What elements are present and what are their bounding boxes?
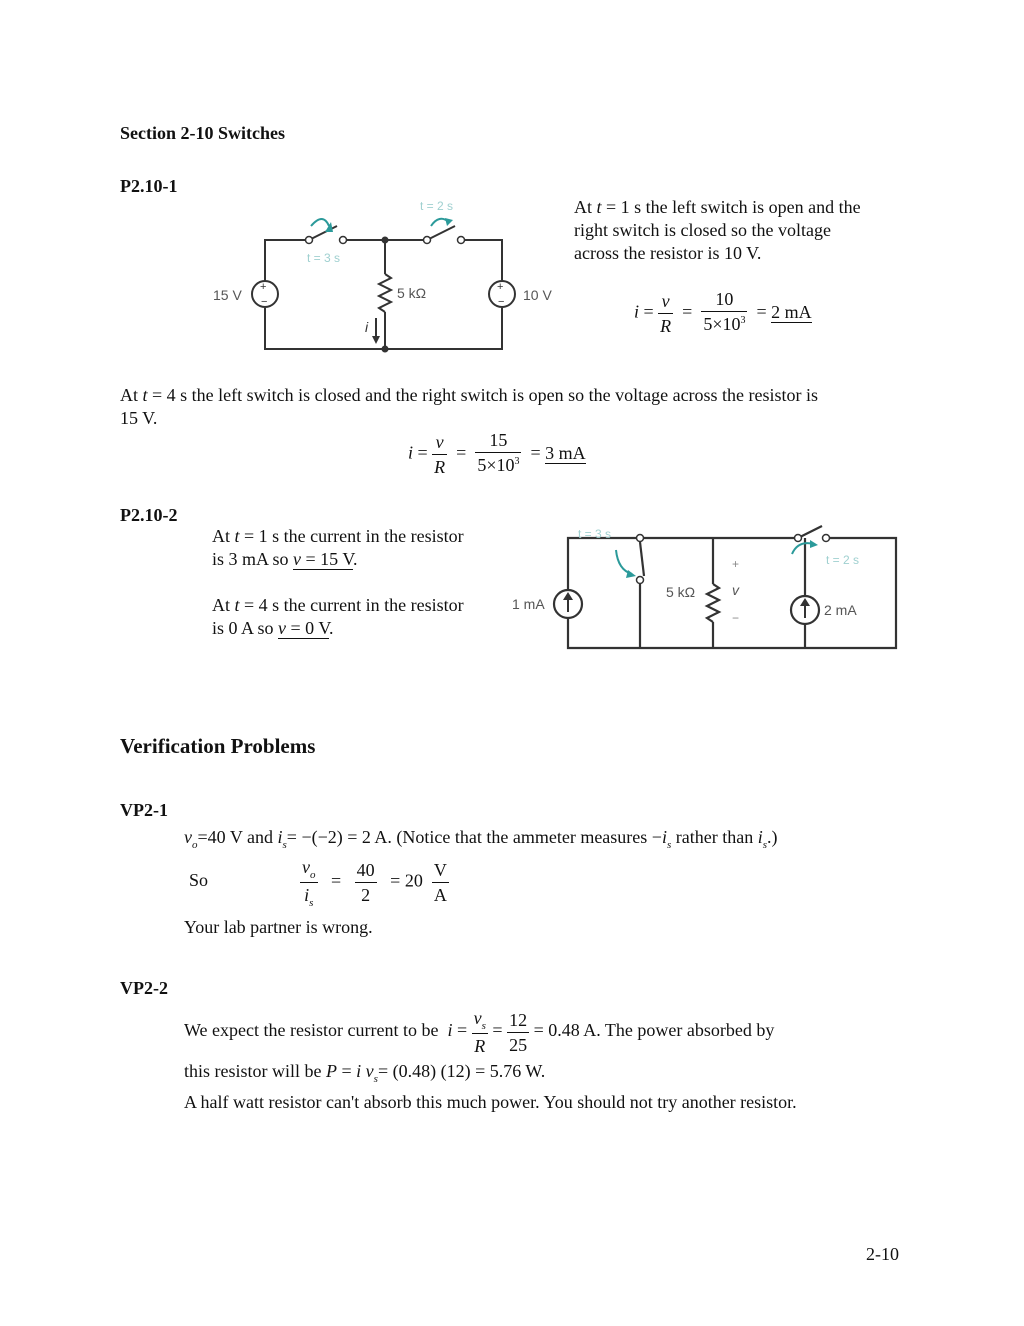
- source-right-plus: +: [497, 281, 504, 293]
- vp1-line1: $v_o=40$ V and $i_s= -(-2) = 2$ A. (Notice that the ammeter measures $-i_s$ rather than $i_s$.): [184, 827, 778, 851]
- circuit-diagram-p2-10-2: [508, 520, 904, 660]
- p2-text-line3: At t = 4 s the current in the resistor: [212, 595, 464, 615]
- wire-left-top: [568, 538, 636, 590]
- source-left-label: 1 mA: [512, 596, 545, 612]
- switch-right-time: t = 2 s: [420, 199, 454, 213]
- switch-right-blade: [427, 226, 455, 240]
- switch-right-time: t = 2 s: [826, 553, 860, 567]
- switch-left-arrow: [616, 550, 632, 574]
- page-number: 2-10: [866, 1244, 899, 1264]
- voltage-plus: +: [732, 557, 740, 571]
- switch-left-time: t = 3 s: [578, 527, 612, 541]
- switch-left-arrow: [311, 219, 329, 226]
- resistor-label: 5 kΩ: [666, 584, 696, 600]
- switch-left-time: t = 3 s: [307, 251, 341, 265]
- p1-text-line1: At t = 1 s the left switch is open and the: [574, 197, 861, 217]
- resistor-label: 5 kΩ: [397, 285, 427, 301]
- vp2-line3: A half watt resistor can't absorb this much power. You should not try another resistor.: [184, 1092, 797, 1112]
- source-right-minus: −: [498, 296, 505, 308]
- vp1-equation: $\frac{v_o}{i_s}$ = $\frac{40}{2}$ = 20 $\frac{V}{A}$: [302, 857, 447, 909]
- p1-equation: i = $\frac{v}{R}$ = $\frac{10}{5\times 10^3}$ = 2 mA: [634, 289, 812, 336]
- section-title: Section 2-10 Switches: [120, 123, 285, 143]
- voltage-minus: −: [732, 611, 740, 625]
- resistor-zigzag: [379, 274, 391, 312]
- switch-left-blade: [309, 226, 337, 240]
- switch-left-blade: [640, 542, 644, 576]
- vp1-so: So: [189, 870, 209, 890]
- problem-label-vp2-1: VP2-1: [120, 800, 168, 820]
- p1-after-line2: 15 V.: [120, 408, 158, 428]
- verification-title: Verification Problems: [120, 734, 316, 758]
- p2-text-line1: At t = 1 s the current in the resistor: [212, 526, 464, 546]
- vp1-conclusion: Your lab partner is wrong.: [184, 917, 373, 937]
- current-label: i: [365, 319, 369, 335]
- wire-bottom: [265, 308, 502, 349]
- p1-equation-2: i = $\frac{v}{R}$ = $\frac{15}{5\times 10^3}$ = 3 mA: [408, 430, 586, 477]
- source-left-plus: +: [260, 281, 267, 293]
- wire-right-top: [463, 240, 502, 280]
- vp2-line1: We expect the resistor current to be i = $\frac{v_s}{R}$ = $\frac{12}{25}$ = 0.48 A. The power absorbed by: [184, 1008, 775, 1056]
- p1-result-2: 3 mA: [545, 442, 586, 463]
- p1-after-line1: At t = 4 s the left switch is closed and the right switch is open so the voltage across the resistor is: [120, 385, 819, 405]
- problem-label-p2-10-1: P2.10-1: [120, 176, 178, 196]
- source-left-label: 15 V: [213, 287, 242, 303]
- p1-text-line3: across the resistor is 10 V.: [574, 243, 762, 263]
- p1-text-line2: right switch is closed so the voltage: [574, 220, 831, 240]
- source-right-label: 10 V: [523, 287, 552, 303]
- source-right-label: 2 mA: [824, 602, 857, 618]
- p1-result: 2 mA: [771, 301, 812, 322]
- problem-label-p2-10-2: P2.10-2: [120, 505, 178, 525]
- vp2-line2: this resistor will be P = i $v_s= (0.48) (12) = 5.76$ W.: [184, 1061, 546, 1085]
- problem-label-vp2-2: VP2-2: [120, 978, 168, 998]
- resistor-zigzag: [707, 584, 719, 622]
- circuit-diagram-p2-10-1: [205, 192, 565, 362]
- voltage-label: v: [732, 582, 739, 598]
- p2-text-line2: is 3 mA so v = 15 V.: [212, 549, 358, 569]
- source-left-minus: −: [261, 296, 268, 308]
- p2-text-line4: is 0 A so v = 0 V.: [212, 618, 334, 638]
